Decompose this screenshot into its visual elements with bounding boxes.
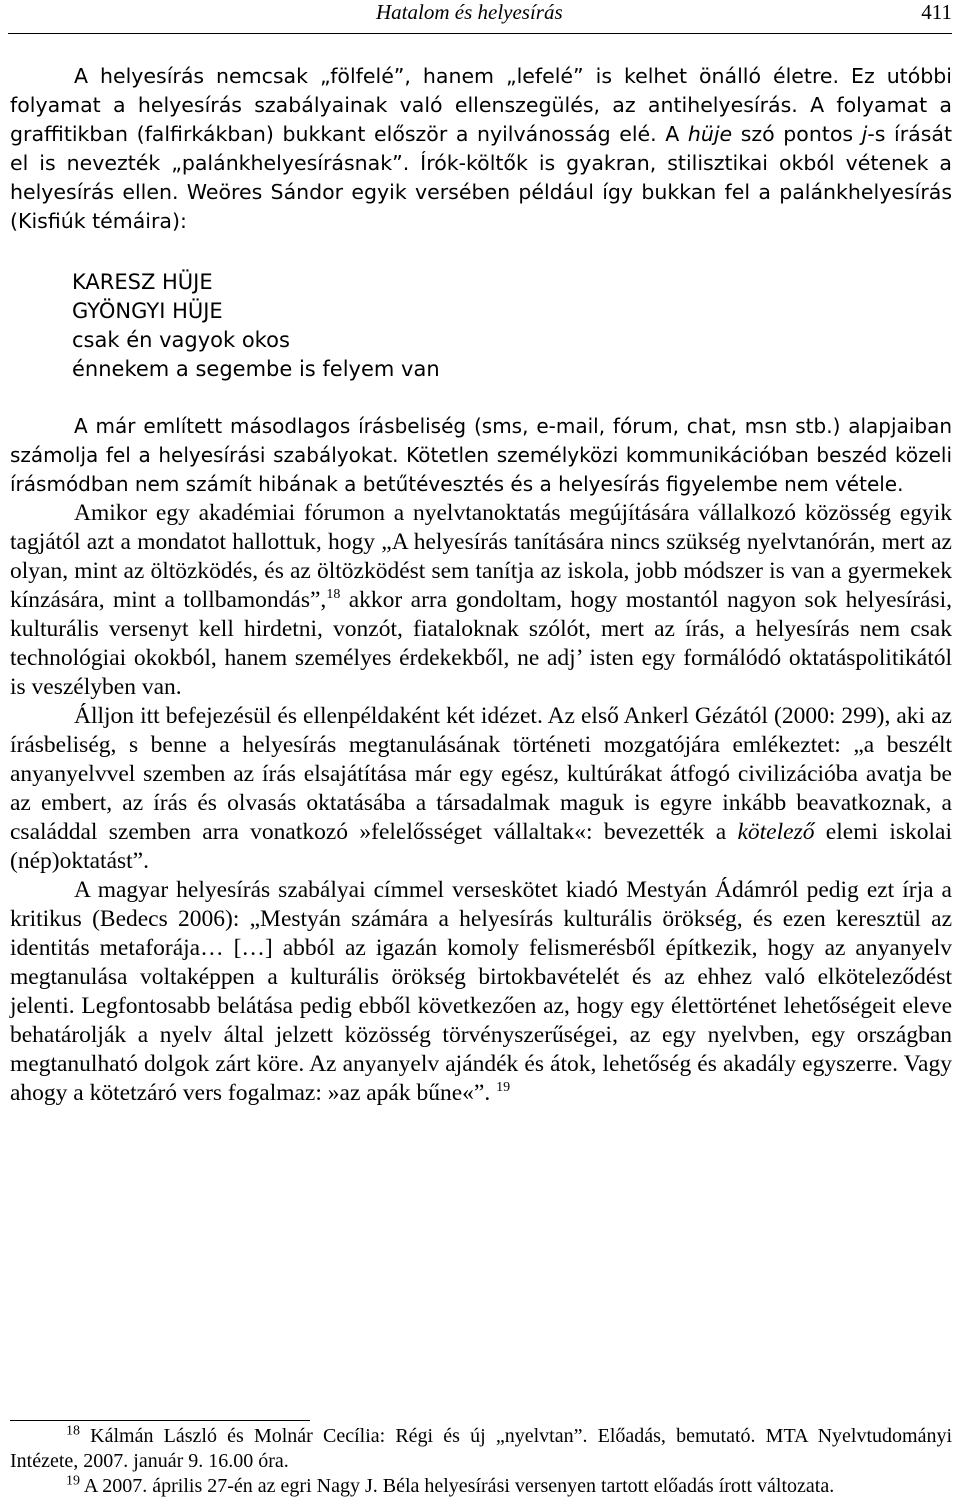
footnote-separator [10, 1420, 310, 1421]
body-text [10, 62, 952, 1108]
paragraph-1-text-e: -s írását el is nevezték „palánkhelyesírásnak”. Írók-költők is gyakran, stilisztikai okból vétenek a helyesírás ellen. Weöres Sándor egyik versében például így bukkan fel a palánkhelyesírás (Kisfiúk témáira): [10, 122, 952, 233]
paragraph-3 [10, 499, 952, 702]
poem-line: GYÖNGYI HÜJE [72, 299, 223, 323]
poem-line: énnekem a segembe is felyem van [72, 357, 440, 381]
footnotes [10, 1424, 952, 1499]
header-rule [8, 33, 952, 34]
footnote-ref-19[interactable]: 19 [496, 1080, 511, 1096]
footnote-number: 19 [66, 1473, 80, 1489]
paragraph-4-text-c: elemi iskolai (nép)oktatást”. [10, 819, 952, 874]
paragraph-1-text-a: A helyesírás nemcsak „fölfelé”, hanem „lefelé” is kelhet önálló életre. Ez utóbbi folyamat a helyesírás szabályainak való ellenszegülés, az antihelyesírás. A folyamat a graffitikban (falfirkákban) bukkant először a nyilvánosság elé. A [10, 64, 952, 146]
poem-line: csak én vagyok okos [72, 328, 290, 352]
paragraph-4-italic-kotelezo: kötelező [737, 819, 815, 845]
paragraph-3-text-a: Amikor egy akadémiai fórumon a nyelvtanoktatás megújítására vállalkozó közösség egyik tagjától azt a mondatot hallottuk, hogy „A helyesírás tanítására nincs szükség nyelvtanórán, mert az olyan, mint az öltözködés, és az öltözködést sem tanítja az iskola, jobb módszer is van a gyermekek kínzására, mint a tollbamondás”, [10, 500, 952, 613]
footnote-19 [10, 1474, 952, 1499]
quoted-poem [72, 268, 952, 384]
paragraph-1 [10, 62, 952, 236]
footnote-text: A 2007. április 27-én az egri Nagy J. Béla helyesírási versenyen tartott előadás írott változata. [83, 1475, 835, 1497]
paragraph-4-text-a: Álljon itt befejezésül és ellenpéldaként két idézet. Az első Ankerl Gézától (2000: 299), aki az írásbeliség, s benne a helyesírás megtanulásának történeti mozgatójára emlékeztet: „a beszélt anyanyelvvel szemben az írás elsajátítása már egy egész, kultúrákat átfogó civilizációba avatja be az embert, az írás és olvasás oktatásába a társadalmak maguk is egyre inkább beavatkoznak, a családdal szemben arra vonatkozó »felelősséget vállaltak«: bevezették a [10, 703, 952, 845]
paragraph-1-italic-j: j [861, 122, 868, 146]
running-header [8, 0, 952, 30]
paragraph-5-text: A magyar helyesírás szabályai címmel verseskötet kiadó Mestyán Ádámról pedig ezt írja a kritikus (Bedecs 2006): „Mestyán számára a helyesírás kulturális örökség, és ezen keresztül az identitás metaforája… […] abból az igazán komoly felismerésből építkezik, hogy az anyanyelv megtanulása voltaképpen a kulturális örökség birtokbavételét és az ehhez való elköteleződést jelenti. Legfontosabb belátása pedig ebből következően az, hogy egy élettörténet lehetőségeit eleve behatárolják a nyelv által jelzett közösség törvényszerűségei, az egy nyelvben, egy országban megtanulható dolgok zárt köre. Az anyanyelv ajándék és átok, lehetőség és akadály egyszerre. Vagy ahogy a kötetzáró vers fogalmaz: »az apák bűne«”. [10, 877, 952, 1106]
paragraph-3-text-b: akkor arra gondoltam, hogy mostantól nagyon sok helyesírási, kulturális versenyt kell hirdetni, vonzót, fiataloknak szólót, mert az írás, a helyesírás nem csak technológiai okokból, hanem személyes érdekekből, ne adj’ isten egy formálódó oktatáspolitikától is veszélyben van. [10, 587, 952, 700]
paragraph-2: A már említett másodlagos írásbeliség (sms, e-mail, fórum, chat, msn stb.) alapjaiban számolja fel a helyesírási szabályokat. Kötetlen személyközi kommunikációban beszéd közeli írásmódban nem számít hibának a betűtévesztés és a helyesírás figyelembe nem vétele. [10, 414, 952, 496]
footnote-number: 18 [66, 1423, 80, 1439]
footnote-ref-18[interactable]: 18 [326, 587, 341, 603]
paragraph-4 [10, 702, 952, 876]
paragraph-5 [10, 876, 952, 1108]
paragraph-1-text-c: szó pontos [732, 122, 862, 146]
footnote-18 [10, 1424, 952, 1474]
poem-line: KARESZ HÜJE [72, 270, 213, 294]
page-number: 411 [921, 0, 952, 24]
footnote-text: Kálmán László és Molnár Cecília: Régi és új „nyelvtan”. Előadás, bemutató. MTA Nyelvtudományi Intézete, 2007. január 9. 16.00 óra. [10, 1425, 952, 1472]
running-title: Hatalom és helyesírás [376, 0, 563, 24]
paragraph-1-italic-hyje: hüje [687, 122, 733, 146]
